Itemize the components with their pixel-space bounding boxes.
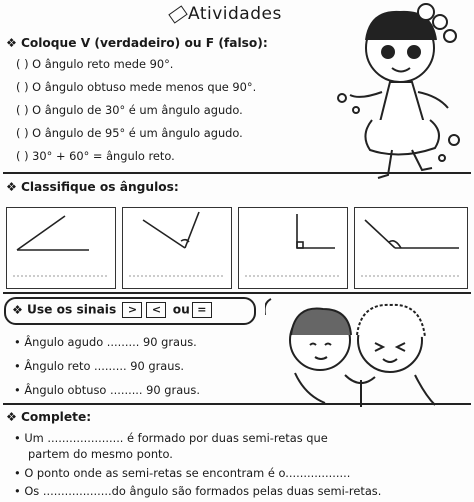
comparison-item: • Ângulo obtuso ......... 90 graus. bbox=[14, 383, 200, 397]
acute-angle-figure bbox=[7, 208, 115, 288]
pencil-icon bbox=[168, 5, 187, 23]
girl-illustration bbox=[330, 0, 470, 189]
section2-instruction: Classifique os ângulos: bbox=[20, 180, 179, 194]
equals-sign: = bbox=[192, 302, 212, 318]
section3-heading bbox=[12, 302, 214, 318]
less-than-sign: < bbox=[146, 302, 166, 318]
section1-heading bbox=[6, 36, 268, 50]
true-false-item: ( ) O ângulo obtuso mede menos que 90°. bbox=[16, 80, 257, 94]
comparison-item: • Ângulo reto ......... 90 graus. bbox=[14, 359, 185, 373]
section4-heading bbox=[6, 410, 91, 424]
section4-instruction: Complete: bbox=[20, 410, 92, 424]
greater-than-sign: > bbox=[122, 302, 142, 318]
or-text: ou bbox=[172, 302, 190, 317]
true-false-item: ( ) O ângulo de 95° é um ângulo agudo. bbox=[16, 126, 243, 140]
diamond-bullet-icon: ❖ bbox=[6, 180, 17, 194]
complete-item: • O ponto onde as semi-retas se encontram é o.................. bbox=[14, 466, 351, 480]
section3-instruction: Use os sinais bbox=[26, 302, 117, 317]
section1-instruction: Coloque V (verdadeiro) ou F (falso): bbox=[20, 36, 268, 50]
obtuse-angle-figure-2 bbox=[355, 208, 467, 288]
section-divider bbox=[3, 172, 471, 174]
angle-panel-obtuse bbox=[122, 207, 232, 289]
complete-item-continuation: partem do mesmo ponto. bbox=[28, 447, 173, 461]
true-false-item: ( ) 30° + 60° = ângulo reto. bbox=[16, 149, 175, 163]
diamond-bullet-icon: ❖ bbox=[6, 410, 17, 424]
true-false-item: ( ) O ângulo de 30° é um ângulo agudo. bbox=[16, 103, 243, 117]
complete-item: • Um ..................... é formado por duas semi-retas que bbox=[14, 431, 328, 445]
angle-panel-acute bbox=[6, 207, 116, 289]
true-false-item: ( ) O ângulo reto mede 90°. bbox=[16, 57, 174, 71]
right-angle-figure bbox=[239, 208, 347, 288]
title-text: Atividades bbox=[188, 4, 282, 24]
section-divider bbox=[3, 292, 471, 294]
page-title bbox=[170, 4, 282, 24]
angle-panel-obtuse-2 bbox=[354, 207, 468, 289]
diamond-bullet-icon: ❖ bbox=[6, 36, 17, 50]
comparison-item: • Ângulo agudo ......... 90 graus. bbox=[14, 335, 197, 349]
section2-heading bbox=[6, 180, 179, 194]
section-divider bbox=[3, 403, 471, 405]
obtuse-angle-figure bbox=[123, 208, 231, 288]
children-illustration bbox=[265, 295, 465, 414]
diamond-bullet-icon: ❖ bbox=[12, 302, 23, 317]
angle-panel-right bbox=[238, 207, 348, 289]
complete-item: • Os ...................do ângulo são formados pelas duas semi-retas. bbox=[14, 484, 382, 498]
